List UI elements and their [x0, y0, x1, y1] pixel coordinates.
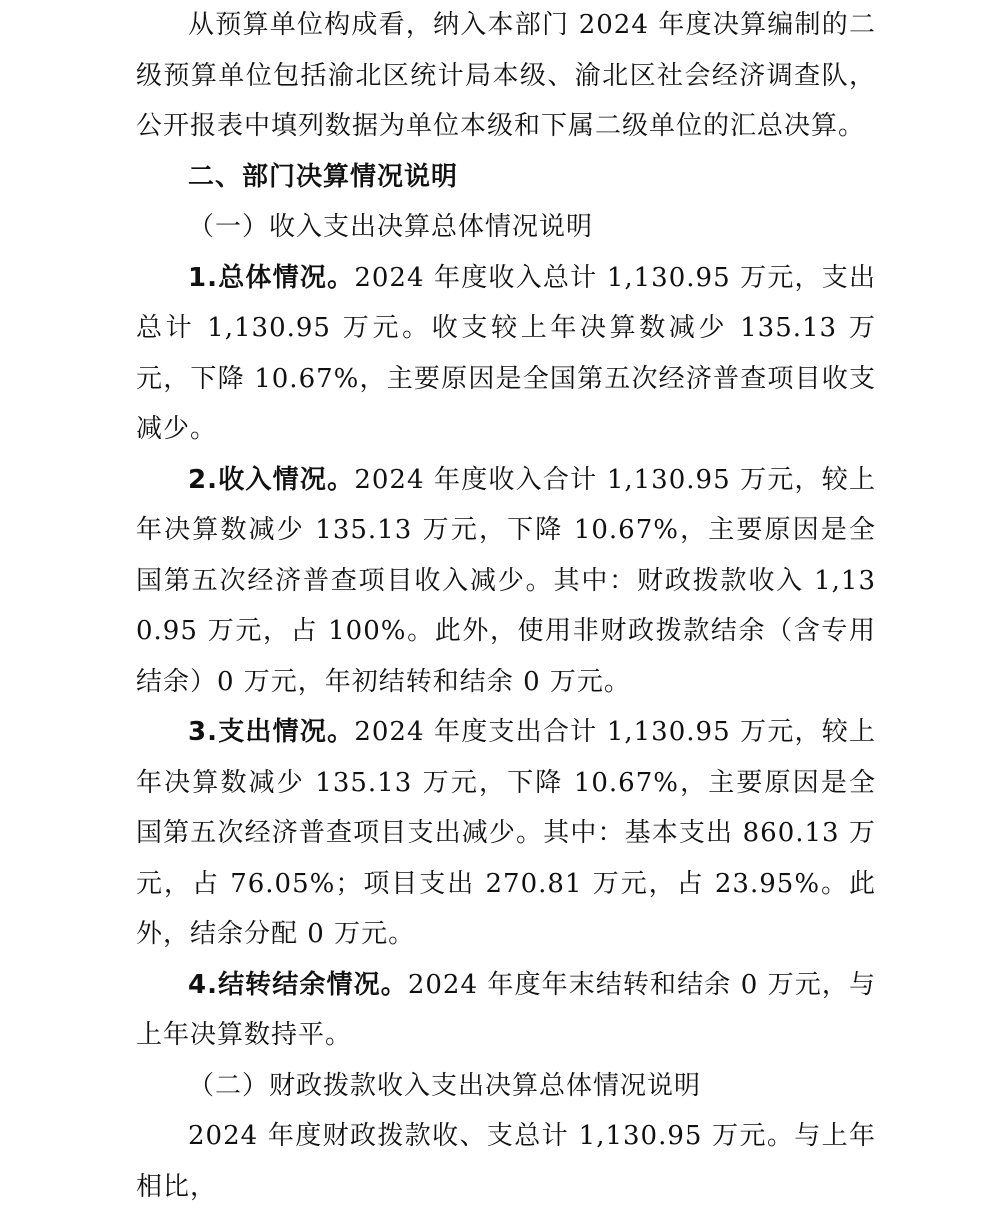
paragraph-fiscal-appropriation: 2024 年度财政拨款收、支总计 1,130.95 万元。与上年相比， [136, 1121, 876, 1202]
paragraph-text-overall: 2024 年度收入总计 1,130.95 万元，支出总计 1,130.95 万元。收支较上年决算数减少 135.13 万元，下降 10.67%，主要原因是全国第五次经济普查项目收支减少。 [136, 262, 877, 444]
paragraph-text-carryover: 2024 年度年末结转和结余 0 万元，与上年决算数持平。 [136, 969, 876, 1050]
section-heading-dept-final-accounts: 二、部门决算情况说明 [188, 161, 459, 192]
subsection-heading-income-expenditure: （一）收入支出决算总体情况说明 [188, 212, 594, 242]
subsection-heading-fiscal-appropriation: （二）财政拨款收入支出决算总体情况说明 [188, 1070, 702, 1101]
paragraph-lead-overall: 1.总体情况。 [188, 262, 355, 293]
intro-paragraph: 从预算单位构成看，纳入本部门 2024 年度决算编制的二级预算单位包括渝北区统计局本级、渝北区社会经济调查队，公开报表中填列数据为单位本级和下属二级单位的汇总决算。 [136, 10, 876, 141]
paragraph-text-expenditure: 2024 年度支出合计 1,130.95 万元，较上年决算数减少 135.13 万元，下降 10.67%，主要原因是全国第五次经济普查项目支出减少。其中：基本支出 860.13 万元，占 76.05%；项目支出 270.81 万元，占 23.95%。此外，结余分配 0 万元。 [136, 717, 877, 949]
paragraph-text-income: 2024 年度收入合计 1,130.95 万元，较上年决算数减少 135.13 万元，下降 10.67%，主要原因是全国第五次经济普查项目收入减少。其中：财政拨款收入 1,130.95 万元，占 100%。此外，使用非财政拨款结余（含专用结余）0 万元，年初结转和结余 0 万元。 [136, 464, 877, 697]
paragraph-lead-income: 2.收入情况。 [188, 464, 355, 495]
paragraph-overall [136, 253, 876, 455]
paragraph-lead-expenditure: 3.支出情况。 [188, 717, 355, 747]
document-page [136, 0, 876, 1212]
paragraph-lead-carryover: 4.结转结余情况。 [188, 969, 408, 1000]
paragraph-expenditure [136, 707, 876, 960]
paragraph-carryover [136, 960, 876, 1061]
paragraph-income [136, 455, 876, 708]
